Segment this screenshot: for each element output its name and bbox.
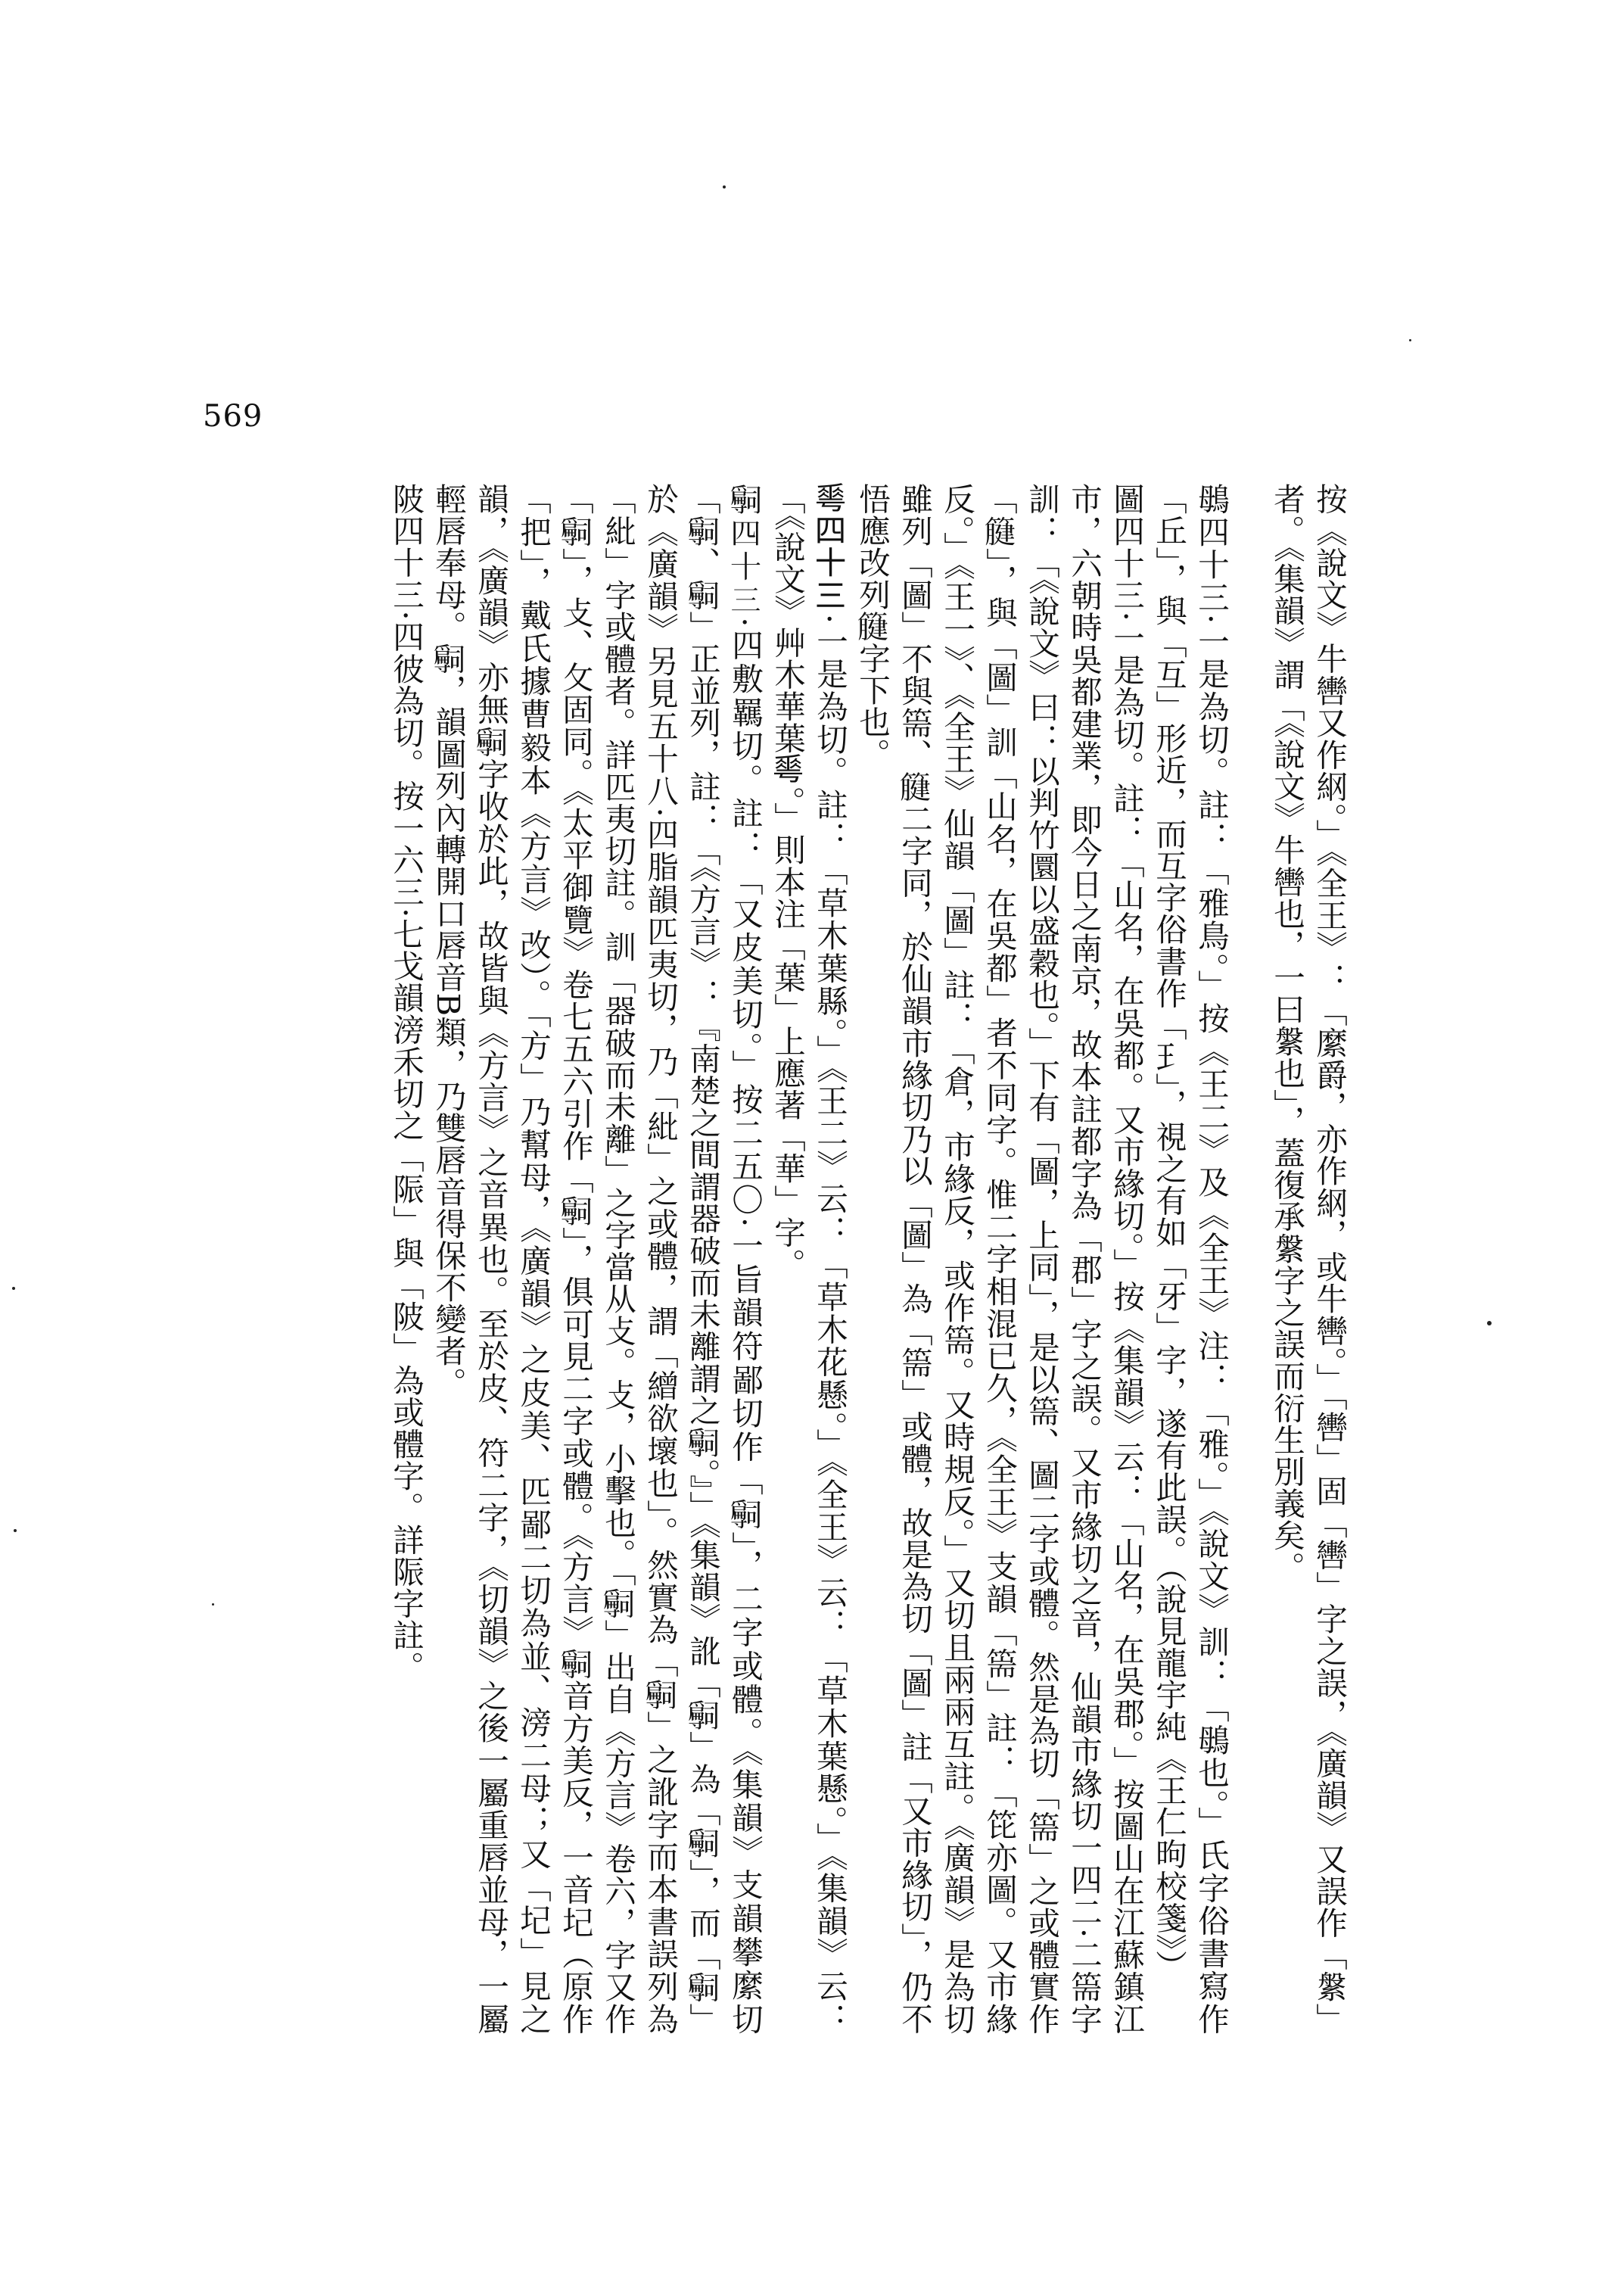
- scan-speck: [1409, 339, 1411, 341]
- scan-speck: [723, 185, 726, 188]
- paragraph-continuation-1: 按《說文》牛轡又作䋄。」《全王》：「縻爵，亦作䋄，或牛轡。」「轡」固「轡」字之誤，《廣韻》又誤作「縏」者。《集韻》謂「《說文》牛轡也，一曰縏也」，蓋復承縏字之誤而衍生別義矣。: [1268, 483, 1348, 2035]
- entry-paragraph-bei: 陂四十三·四彼為切。按一六三·七戈韻滂禾切之「陙」與「陂」為或體字。詳陙字註。: [387, 483, 425, 1684]
- vertical-text-body: [203, 483, 1350, 2035]
- paragraph-continuation-2: 䳇四十三·一是為切。註：「雅鳥。」按《王二》及《全王》注：「雅。」《說文》訓：「䳇也。」氏字俗書寫作「丘」，與「互」形近，而互字俗書作「𤣩」，視之有如「牙」字，遂有此誤。（說見龍宇純《王仁昫校箋》）: [1150, 483, 1230, 2035]
- scan-speck: [212, 1603, 214, 1606]
- scan-speck: [1487, 1321, 1492, 1325]
- entry-paragraph-hua: 𠌶四十三·一是為切。註：「草木葉縣。」《王二》云：「草木花懸。」《全王》云：「草木葉懸。」《集韻》云：「《說文》艸木華葉𠌶。」則本注「葉」上應著「華」字。: [769, 483, 849, 2035]
- scan-speck: [14, 1529, 17, 1532]
- entry-paragraph-pi: 𡭒四十三·四敷羈切。註：「又皮美切。」按二五〇·一旨韻符鄙切作「𡭒」，二字或體。《集韻》支韻攀縻切「𡭒、𡭒」正並列，註：「《方言》：『南楚之間謂器破而未離謂之𡭒。』」《集韻》訛「𡭒」為「𡭒」，而「𡭒」於《廣韻》另見五十八·四脂韻匹夷切，乃「紕」之或體，謂「繒欲壞也」。然實為「𡭒」之訛字而本書誤列為「紕」字或體者。詳匹夷切註。訓「器破而未離」之字當从攴。攴，小擊也。「𡭒」出自《方言》卷六，字又作「𡭒」，攴、攵固同。《太平御覽》卷七五六引作「𡭒」，俱可見二字或體。《方言》𡭒音方美反，一音圮（原作「把」，戴氏據曹毅本《方言》改）。「方」乃幫母，《廣韻》之皮美、匹鄙二切為並、滂二母；又「圮」見之韻，《廣韻》亦無𡭒字收於此，故皆與《方言》之音異也。至於皮、符二字，《切韻》之後一屬重唇並母，一屬輕唇奉母。𡭒，韻圖列內轉開口唇音B類，乃雙唇音得保不變者。: [430, 483, 764, 2035]
- page-number: 569: [203, 399, 263, 434]
- entry-paragraph-tu: 圖四十三·一是為切。註：「山名，在吳都。又市緣切。」按《集韻》云：「山名，在吳郡。」按圖山在江蘇鎮江市，六朝時吳都建業，即今日之南京，故本註都字為「郡」字之誤。又市緣切之音，仙韻市緣切一四二·二篅字訓：「《說文》曰：以判竹圜以盛穀也。」下有「圖，上同」，是以篅、圖二字或體。然是為切「篅」之或體實作「𥴤」，與「圖」訓「山名，在吳都」者不同字。惟二字相混已久，《全王》支韻「篅」註：「笓亦圖。又市緣反。」《王一》、《全王》仙韻「圖」註：「倉，市緣反，或作篅。又時規反。」又切且兩兩互註。《廣韻》是為切雖列「圖」不與篅、𥴤二字同，於仙韻市緣切乃以「圖」為「篅」或體，故是為切「圖」註「又市緣切」，仍不悟應改列𥴤字下也。: [854, 483, 1146, 2035]
- scan-speck: [12, 1287, 15, 1290]
